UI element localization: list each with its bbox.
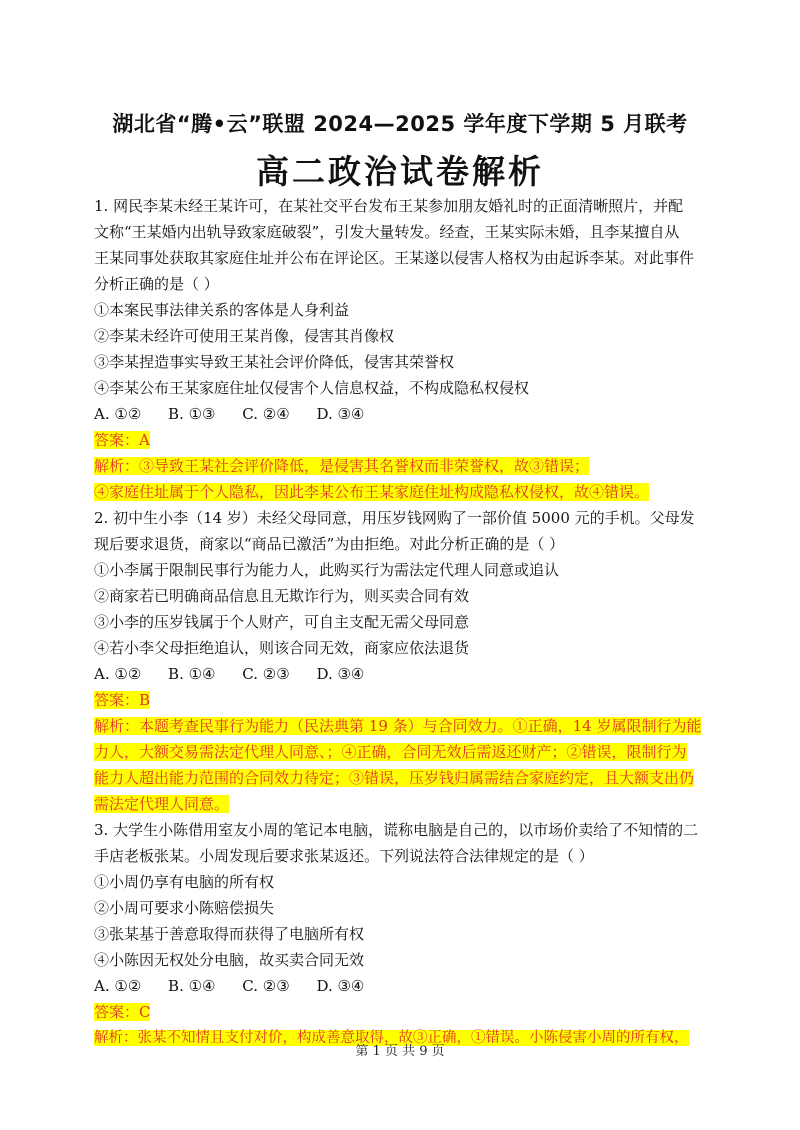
question-option: ④李某公布王某家庭住址仅侵害个人信息权益，不构成隐私权侵权 bbox=[94, 379, 530, 397]
choice-d: D. ③④ bbox=[316, 405, 365, 423]
choice-a: A. ①② bbox=[94, 665, 142, 683]
choice-b: B. ①③ bbox=[168, 405, 216, 423]
choice-b: B. ①④ bbox=[168, 977, 216, 995]
choice-d: D. ③④ bbox=[316, 977, 365, 995]
question-stem-line: 王某同事处获取其家庭住址并公布在评论区。王某遂以侵害人格权为由起诉李某。对此事件 bbox=[94, 249, 695, 267]
questions-content bbox=[94, 193, 706, 1051]
answer-label: 答案：A bbox=[94, 431, 150, 449]
exam-main-title: 高二政治试卷解析 bbox=[256, 152, 544, 191]
choice-c: C. ②④ bbox=[242, 405, 290, 423]
analysis-line: 力人，大额交易需法定代理人同意、；④正确，合同无效后需返还财产；②错误，限制行为 bbox=[94, 743, 687, 761]
question-stem-line: 3. 大学生小陈借用室友小周的笔记本电脑，谎称电脑是自己的，以市场价卖给了不知情的二 bbox=[94, 821, 699, 839]
choice-b: B. ①④ bbox=[168, 665, 216, 683]
question-stem-line: 文称“王某婚内出轨导致家庭破裂”，引发大量转发。经查，王某实际未婚，且李某擅自从 bbox=[94, 223, 680, 241]
question-stem-line: 2. 初中生小李（14 岁）未经父母同意，用压岁钱网购了一部价值 5000 元的手机。父母发 bbox=[94, 509, 695, 527]
choice-a: A. ①② bbox=[94, 405, 142, 423]
choice-c: C. ②③ bbox=[242, 665, 290, 683]
question-option: ②小周可要求小陈赔偿损失 bbox=[94, 899, 275, 917]
analysis-line: ④家庭住址属于个人隐私，因此李某公布王某家庭住址构成隐私权侵权，故④错误。 bbox=[94, 483, 650, 501]
question-stem-line: 手店老板张某。小周发现后要求张某返还。下列说法符合法律规定的是（ ） bbox=[94, 847, 594, 865]
question-stem-line: 分析正确的是（ ） bbox=[94, 275, 219, 293]
question-option: ④小陈因无权处分电脑，故买卖合同无效 bbox=[94, 951, 365, 969]
question-3 bbox=[94, 817, 706, 1051]
question-option: ④若小李父母拒绝追认，则该合同无效，商家应依法退货 bbox=[94, 639, 470, 657]
page-footer: 第 1 页 共 9 页 bbox=[355, 1044, 445, 1059]
question-stem-line: 1. 网民李某未经王某许可，在某社交平台发布王某参加朋友婚礼时的正面清晰照片，并配 bbox=[94, 197, 684, 215]
question-2 bbox=[94, 505, 706, 817]
question-option: ①小周仍享有电脑的所有权 bbox=[94, 873, 275, 891]
analysis-line: 解析：本题考查民事行为能力（民法典第 19 条）与合同效力。①正确，14 岁属限制行为能 bbox=[94, 717, 702, 735]
question-stem-line: 现后要求退货，商家以“商品已激活”为由拒绝。对此分析正确的是（ ） bbox=[94, 535, 565, 553]
question-option: ③张某基于善意取得而获得了电脑所有权 bbox=[94, 925, 365, 943]
analysis-line: 需法定代理人同意。 bbox=[94, 795, 230, 813]
question-choices bbox=[94, 973, 706, 999]
analysis-line: 解析：③导致王某社会评价降低，是侵害其名誉权而非荣誉权，故③错误； bbox=[94, 457, 590, 475]
question-1 bbox=[94, 193, 706, 505]
question-option: ①本案民事法律关系的客体是人身利益 bbox=[94, 301, 350, 319]
analysis-line: 能力人超出能力范围的合同效力待定；③错误，压岁钱归属需结合家庭约定，且大额支出仍 bbox=[94, 769, 695, 787]
question-choices bbox=[94, 661, 706, 687]
choice-d: D. ③④ bbox=[316, 665, 365, 683]
question-choices bbox=[94, 401, 706, 427]
exam-header-title: 湖北省“腾•云”联盟 2024—2025 学年度下学期 5 月联考 bbox=[112, 112, 688, 136]
answer-label: 答案：B bbox=[94, 691, 151, 709]
answer-label: 答案：C bbox=[94, 1003, 151, 1021]
question-option: ①小李属于限制民事行为能力人，此购买行为需法定代理人同意或追认 bbox=[94, 561, 560, 579]
question-option: ③李某捏造事实导致王某社会评价降低，侵害其荣誉权 bbox=[94, 353, 455, 371]
analysis-line: 解析：张某不知情且支付对价，构成善意取得，故③正确，①错误。小陈侵害小周的所有权， bbox=[94, 1030, 689, 1046]
question-option: ③小李的压岁钱属于个人财产，可自主支配无需父母同意 bbox=[94, 613, 470, 631]
question-option: ②商家若已明确商品信息且无欺诈行为，则买卖合同有效 bbox=[94, 587, 470, 605]
choice-c: C. ②③ bbox=[242, 977, 290, 995]
choice-a: A. ①② bbox=[94, 977, 142, 995]
question-option: ②李某未经许可使用王某肖像，侵害其肖像权 bbox=[94, 327, 395, 345]
